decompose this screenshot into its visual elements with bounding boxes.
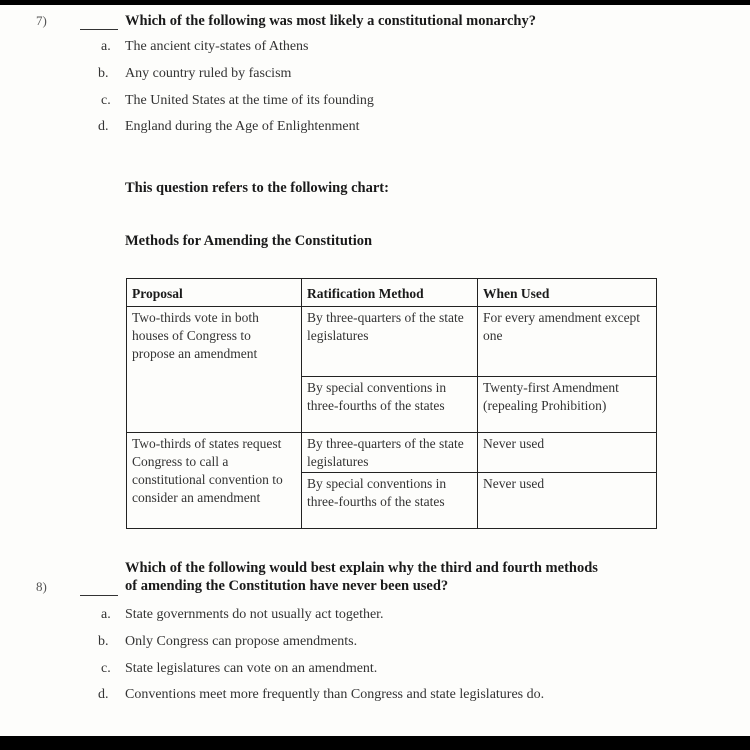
ratification-cell: By three-quarters of the state legislatures	[302, 433, 478, 473]
when-used-cell: For every amendment except one	[478, 307, 657, 377]
amendment-methods-table	[126, 278, 657, 529]
q7-number: 7)	[36, 13, 47, 28]
q8-option-b-letter: b.	[98, 634, 109, 649]
q8-question-line1: Which of the following would best explain why the third and fourth methods	[125, 560, 598, 576]
header-ratification-method: Ratification Method	[302, 279, 478, 307]
q7-option-a: The ancient city-states of Athens	[125, 39, 309, 54]
proposal-convention: Two-thirds of states request Congress to call a constitutional convention to consider an amendment	[127, 433, 302, 529]
q7-answer-blank	[80, 29, 118, 30]
table-row	[127, 307, 657, 377]
bottom-border	[0, 736, 750, 750]
q8-option-c-letter: c.	[101, 661, 111, 676]
q7-question: Which of the following was most likely a constitutional monarchy?	[125, 13, 536, 29]
q8-question-line2: of amending the Constitution have never been used?	[125, 578, 449, 594]
q8-option-b: Only Congress can propose amendments.	[125, 634, 358, 649]
q8-option-c: State legislatures can vote on an amendment.	[125, 661, 378, 676]
q8-option-d-letter: d.	[98, 687, 109, 702]
q7-option-c-letter: c.	[101, 93, 111, 108]
chart-intro: This question refers to the following chart:	[125, 180, 389, 196]
q7-option-d: England during the Age of Enlightenment	[125, 119, 360, 134]
q7-option-b: Any country ruled by fascism	[125, 66, 292, 81]
when-used-cell: Twenty-first Amendment (repealing Prohibition)	[478, 377, 657, 433]
table-header-row	[127, 279, 657, 307]
header-proposal: Proposal	[127, 279, 302, 307]
table-title: Methods for Amending the Constitution	[125, 233, 373, 249]
q8-answer-blank	[80, 595, 118, 596]
when-used-cell: Never used	[478, 473, 657, 529]
ratification-cell: By special conventions in three-fourths of the states	[302, 377, 478, 433]
worksheet-page	[0, 5, 750, 736]
q7-option-d-letter: d.	[98, 119, 109, 134]
header-when-used: When Used	[478, 279, 657, 307]
q8-option-a: State governments do not usually act together.	[125, 607, 384, 622]
q7-option-c: The United States at the time of its founding	[125, 93, 374, 108]
ratification-cell: By three-quarters of the state legislatures	[302, 307, 478, 377]
q7-option-b-letter: b.	[98, 66, 109, 81]
table-row	[127, 433, 657, 473]
q7-option-a-letter: a.	[101, 39, 111, 54]
when-used-cell: Never used	[478, 433, 657, 473]
q8-option-d: Conventions meet more frequently than Congress and state legislatures do.	[125, 687, 545, 702]
ratification-cell: By special conventions in three-fourths of the states	[302, 473, 478, 529]
q8-number: 8)	[36, 579, 47, 594]
proposal-congress: Two-thirds vote in both houses of Congress to propose an amendment	[127, 307, 302, 433]
q8-option-a-letter: a.	[101, 607, 111, 622]
